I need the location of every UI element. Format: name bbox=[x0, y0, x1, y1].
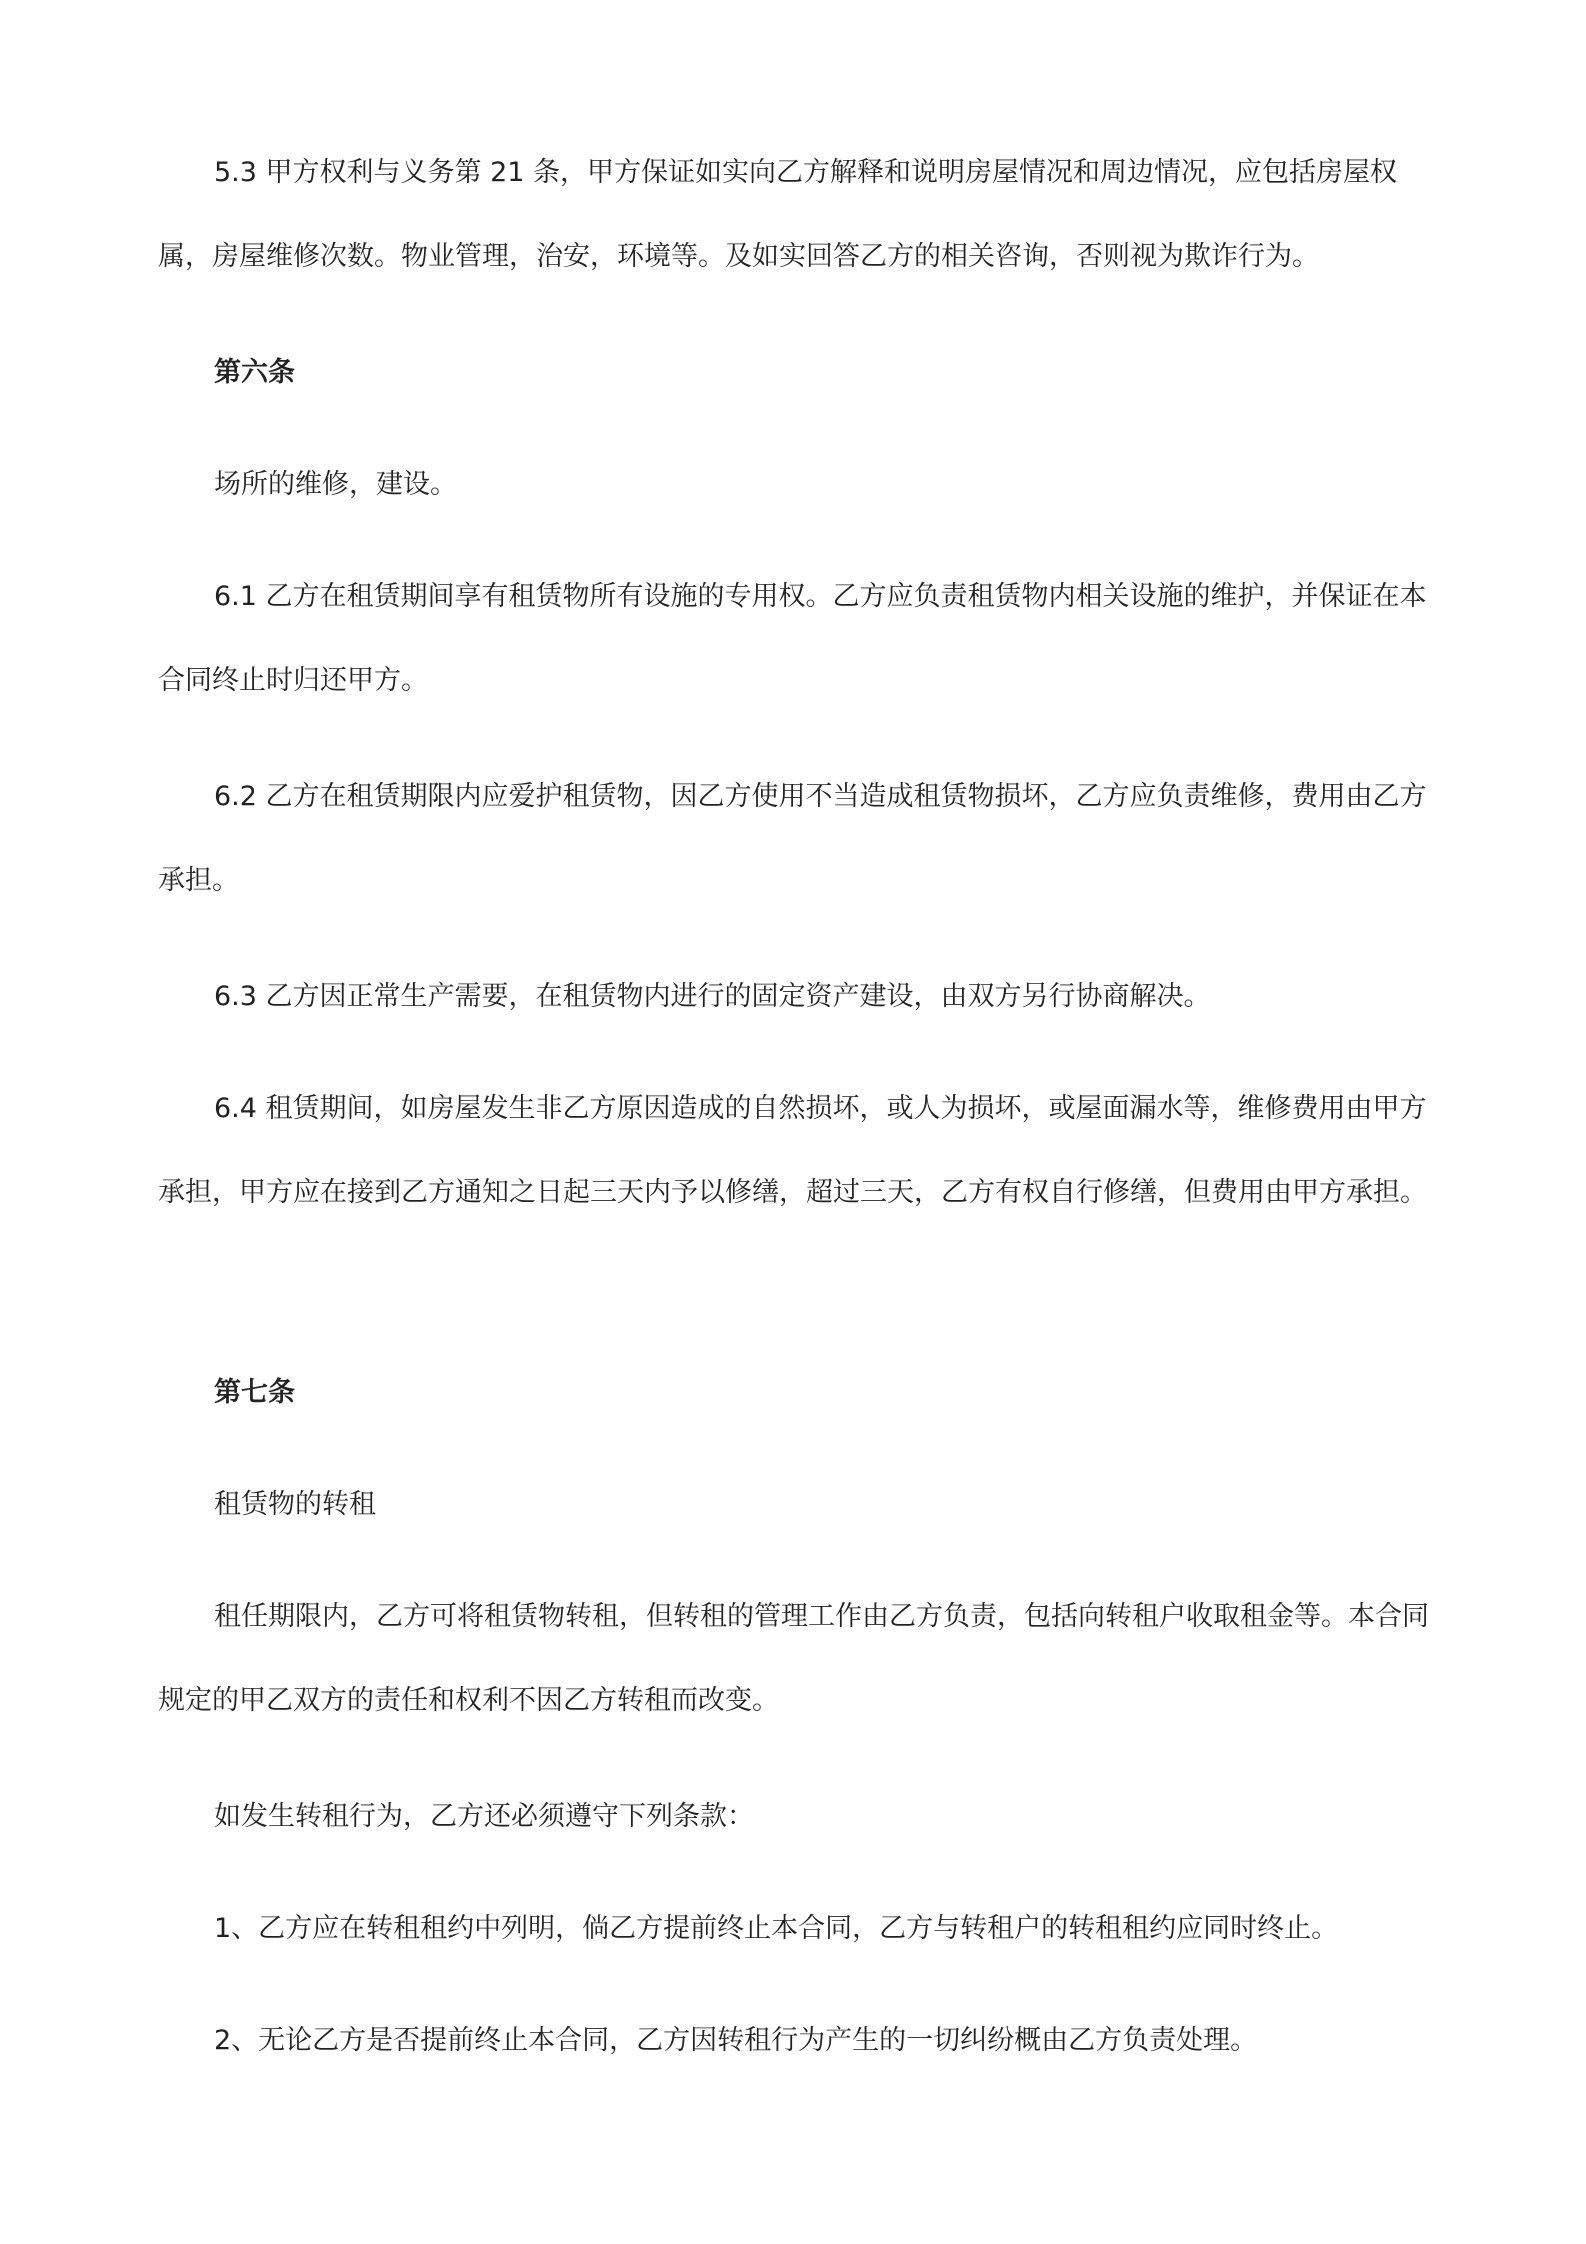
paragraph-sublease-conditions: 如发生转租行为，乙方还必须遵守下列条款： bbox=[214, 1801, 754, 1832]
heading-article-7: 第七条 bbox=[214, 1377, 295, 1408]
paragraph-6-2: 6.2 乙方在租赁期限内应爱护租赁物，因乙方使用不当造成租赁物损坏，乙方应负责维修，费用由乙方承担。 bbox=[158, 781, 1427, 896]
paragraph-6-1: 6.1 乙方在租赁期间享有租赁物所有设施的专用权。乙方应负责租赁物内相关设施的维护，并保证在本合同终止时归还甲方。 bbox=[158, 581, 1427, 696]
paragraph-6-4: 6.4 租赁期间，如房屋发生非乙方原因造成的自然损坏，或人为损坏，或屋面漏水等，维修费用由甲方承担，甲方应在接到乙方通知之日起三天内予以修缮，超过三天，乙方有权自行修缮，但费用由甲方承担。 bbox=[158, 1093, 1427, 1208]
paragraph-clause-1: 1、乙方应在转租租约中列明，倘乙方提前终止本合同，乙方与转租户的转租租约应同时终止。 bbox=[214, 1913, 1339, 1944]
paragraph-clause-2: 2、无论乙方是否提前终止本合同，乙方因转租行为产生的一切纠纷概由乙方负责处理。 bbox=[214, 2025, 1258, 2056]
paragraph-article-6-title: 场所的维修，建设。 bbox=[214, 469, 457, 500]
paragraph-5-3: 5.3 甲方权利与义务第 21 条，甲方保证如实向乙方解释和说明房屋情况和周边情况，应包括房屋权属，房屋维修次数。物业管理，治安，环境等。及如实回答乙方的相关咨询，否则视为欺诈行为。 bbox=[158, 157, 1398, 272]
heading-article-6: 第六条 bbox=[214, 357, 295, 388]
paragraph-6-3: 6.3 乙方因正常生产需要，在租赁物内进行的固定资产建设，由双方另行协商解决。 bbox=[214, 981, 1211, 1012]
paragraph-article-7-title: 租赁物的转租 bbox=[214, 1489, 376, 1520]
paragraph-sublease-term: 租任期限内，乙方可将租赁物转租，但转租的管理工作由乙方负责，包括向转租户收取租金等。本合同规定的甲乙双方的责任和权利不因乙方转租而改变。 bbox=[158, 1601, 1429, 1716]
